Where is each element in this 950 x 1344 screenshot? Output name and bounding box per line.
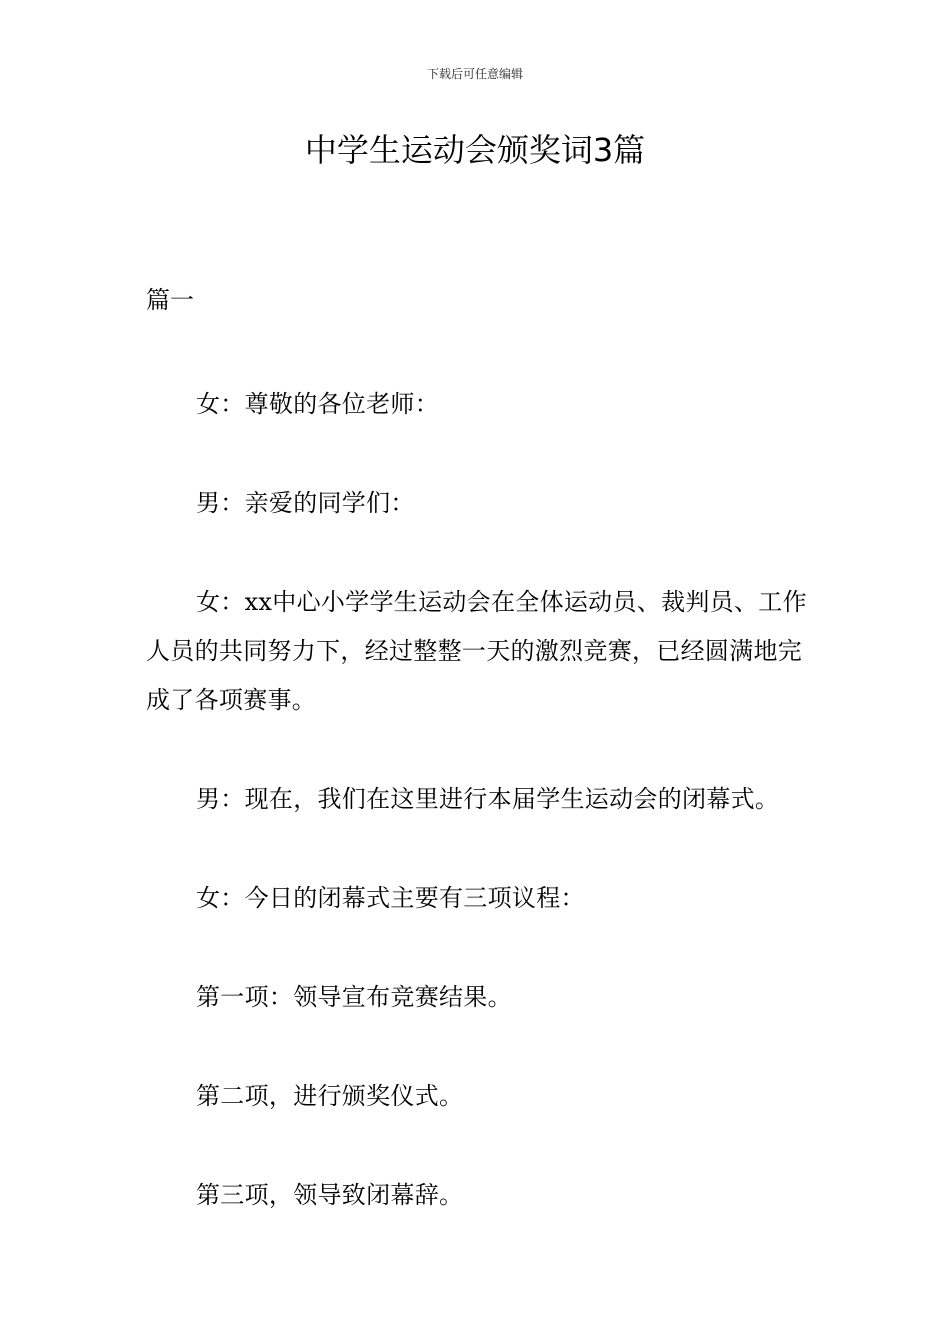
header-note: 下载后可任意编辑	[426, 67, 523, 81]
section-heading: 篇一	[146, 286, 194, 314]
document-title: 中学生运动会颁奖词3篇	[304, 131, 646, 169]
paragraph: 第三项，领导致闭幕辞。	[196, 1181, 464, 1209]
paragraph: 第二项，进行颁奖仪式。	[196, 1082, 464, 1110]
paragraph: 男：现在，我们在这里进行本届学生运动会的闭幕式。	[196, 785, 780, 813]
paragraph: 男：亲爱的同学们：	[196, 489, 415, 517]
paragraph: 女：xx中心小学学生运动会在全体运动员、裁判员、工作人员的共同努力下，经过整整一天的激烈竞赛，已经圆满地完成了各项赛事。	[146, 588, 807, 714]
document-body	[146, 280, 810, 1270]
paragraph: 女：今日的闭幕式主要有三项议程：	[196, 884, 585, 912]
paragraph: 女：尊敬的各位老师：	[196, 390, 439, 418]
paragraph: 第一项：领导宣布竞赛结果。	[196, 983, 512, 1011]
